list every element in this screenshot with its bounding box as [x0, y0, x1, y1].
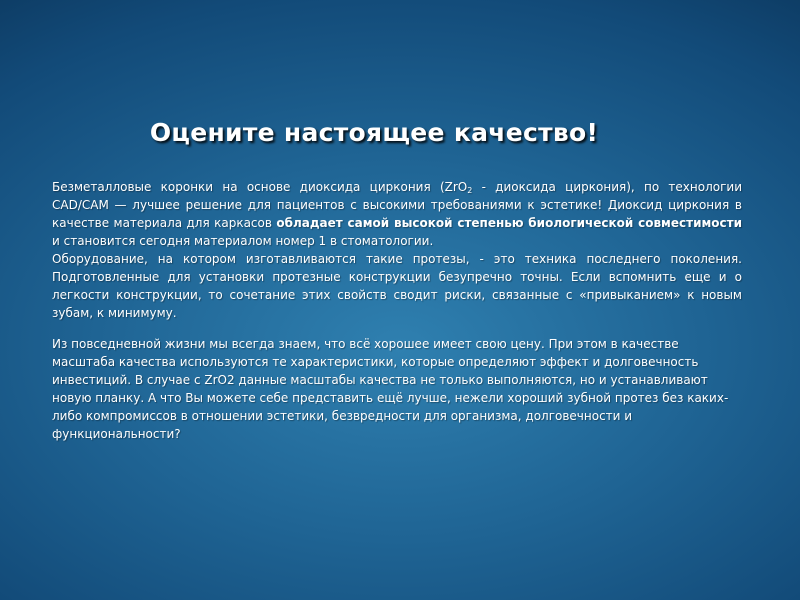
- paragraph-1-bold-highlight: обладает самой высокой степенью биологической совместимости: [276, 216, 743, 230]
- slide-title: Оцените настоящее качество!: [149, 118, 599, 147]
- zro2-subscript: 2: [467, 186, 473, 195]
- paragraph-1-text-a: Безметалловые коронки на основе диоксида циркония (ZrO: [52, 180, 468, 194]
- paragraph-1-text-b: - диоксида циркония), по технологии CAD/CAM — лучшее решение для пациентов с высокими требованиями к эстетике! Диоксид циркония в качестве материала для каркасов: [52, 180, 742, 230]
- paragraph-quality: Из повседневной жизни мы всегда знаем, что всё хорошее имеет свою цену. При этом в качестве масштаба качества используются те характеристики, которые определяют эффект и долговечность инвестиций. В случае с ZrO2 данные масштабы качества не только выполняются, но и устанавливают новую планку. А что Вы можете себе представить ещё лучше, нежели хороший зубной протез без каких-либо компромиссов в отношении эстетики, безвредности для организма, долговечности и функциональности?: [52, 337, 729, 441]
- paragraph-zirconia-crowns: [52, 178, 742, 250]
- paragraph-equipment: Оборудование, на котором изготавливаются такие протезы, - это техника последнего поколения. Подготовленные для установки протезные конструкции безупречно точны. Если вспомнить еще и о легкости конструкции, то сочетание этих свойств сводит риски, связанные с «привыканием» к новым зубам, к минимуму.: [52, 252, 742, 320]
- slide-body: [52, 178, 742, 443]
- paragraph-1-text-c: и становится сегодня материалом номер 1 в стоматологии.: [52, 234, 434, 248]
